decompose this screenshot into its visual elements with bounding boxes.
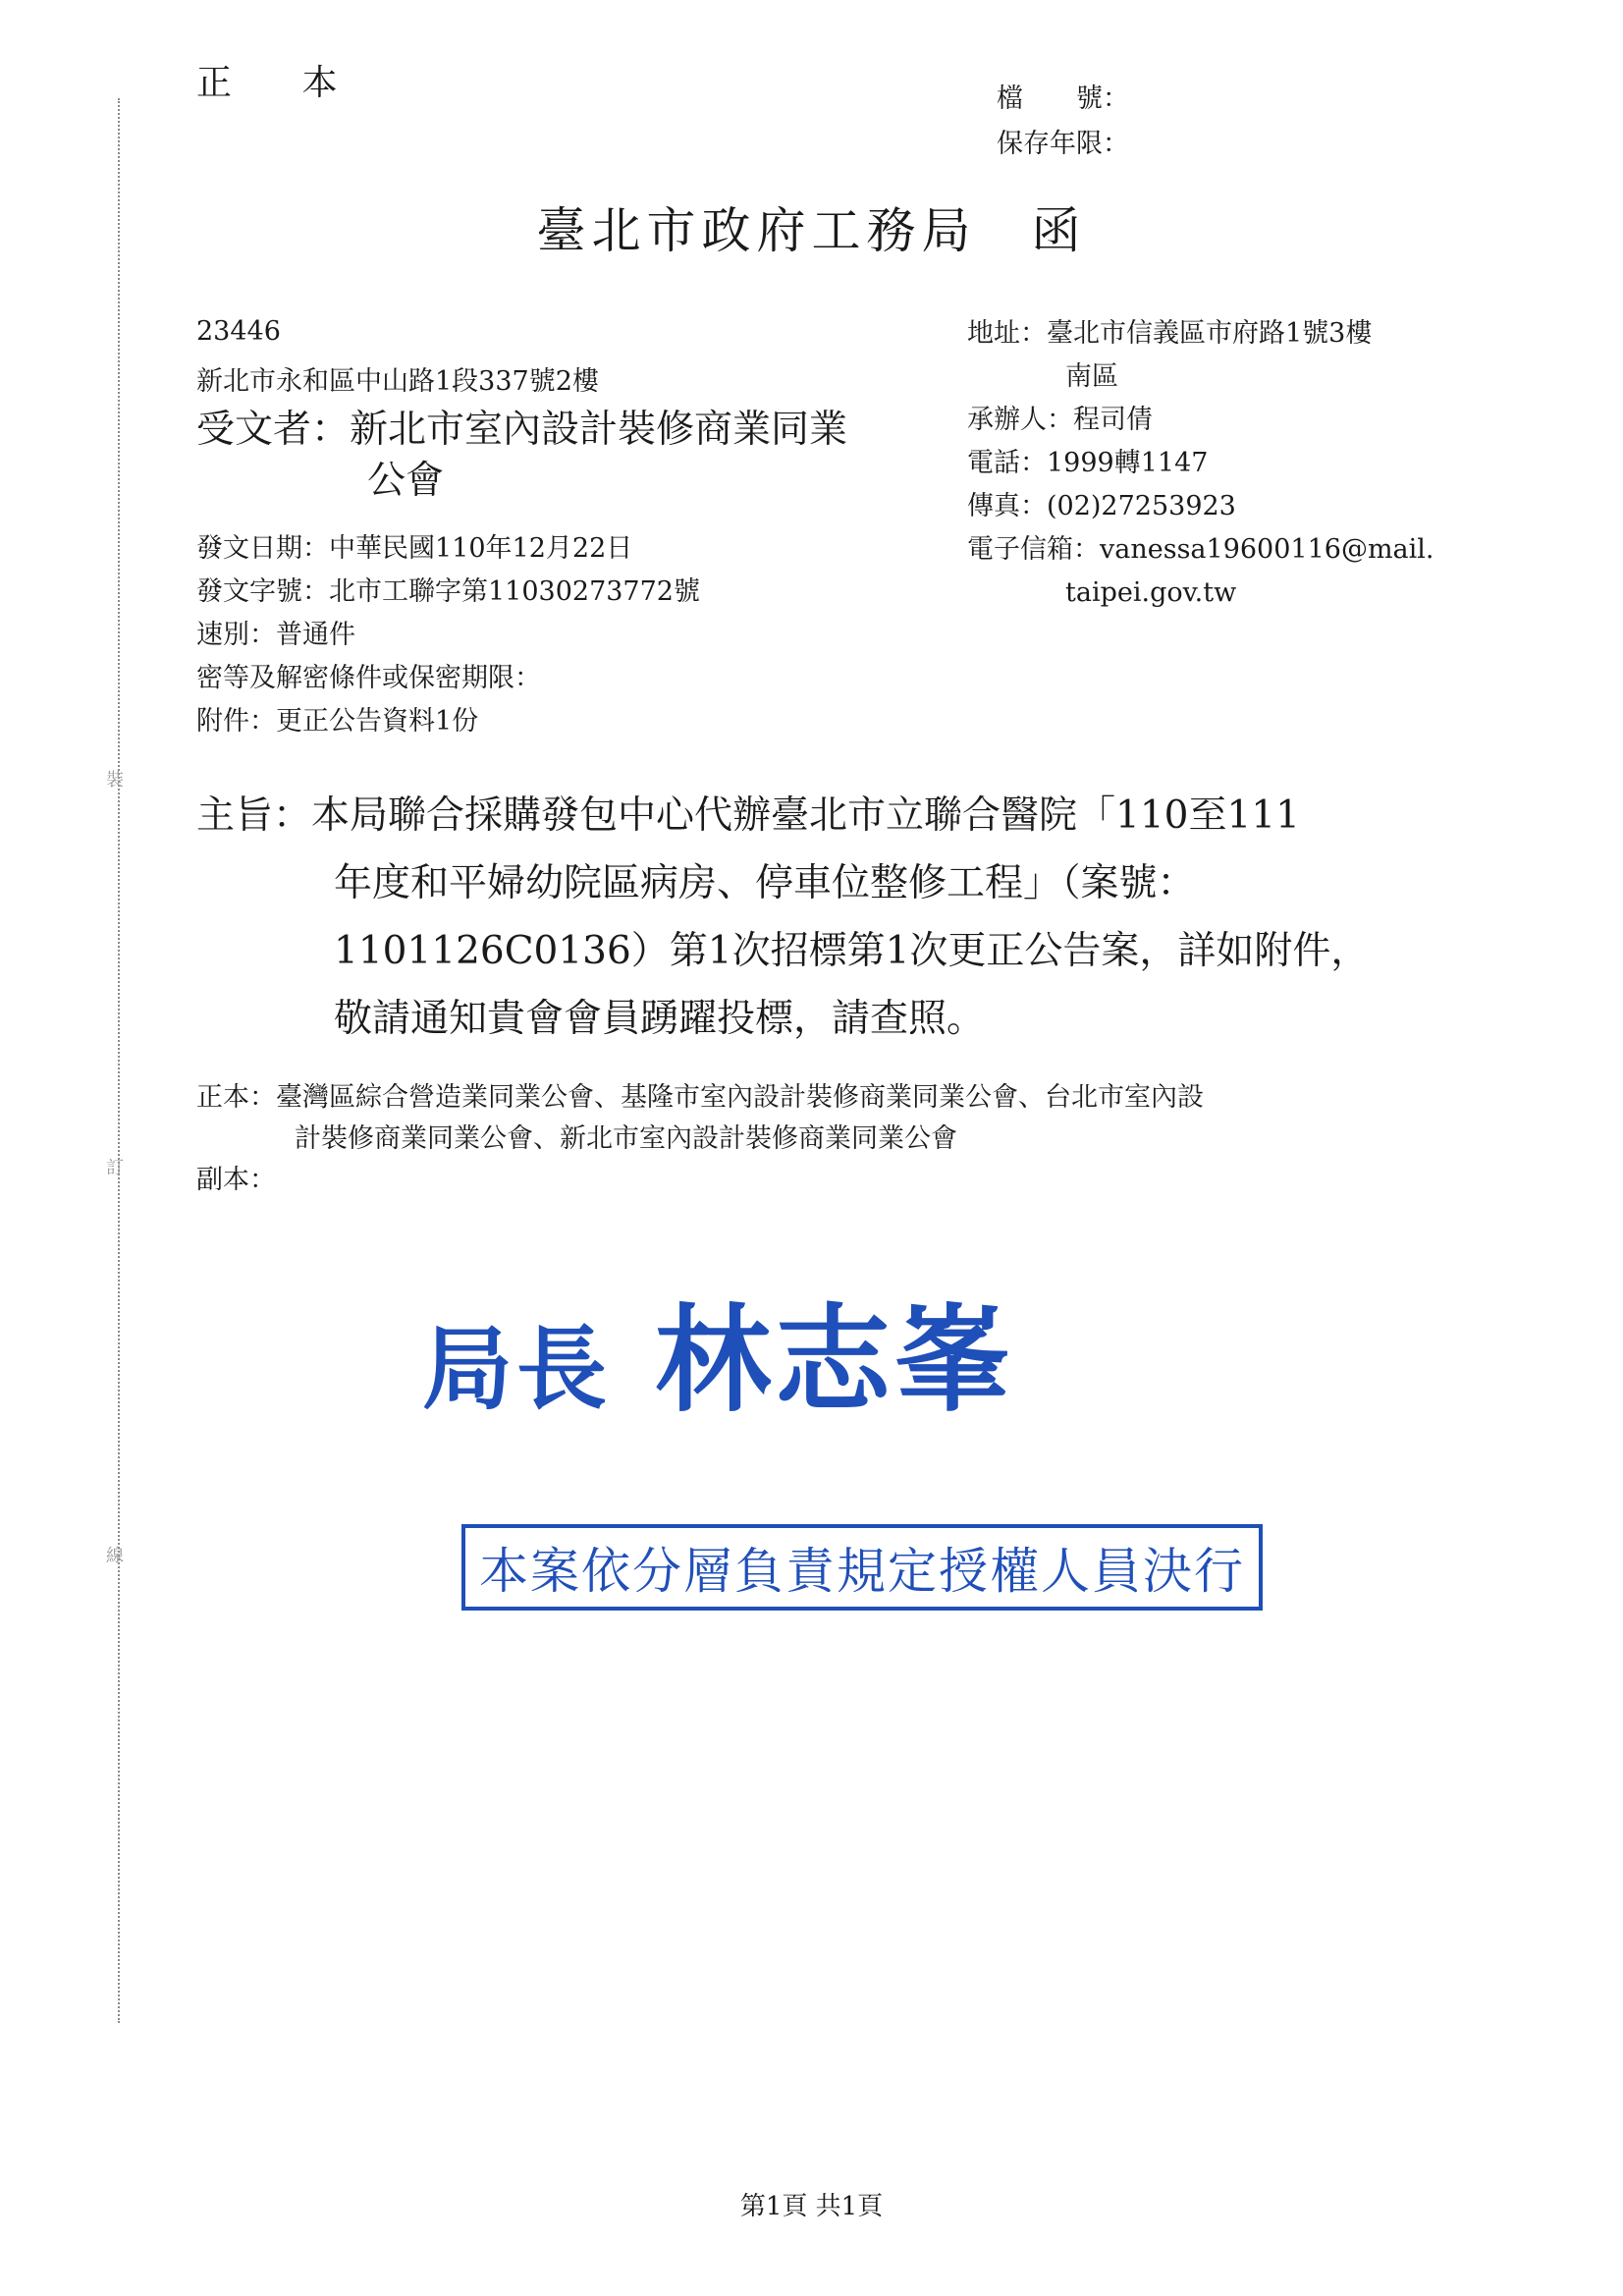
page-number: 第1頁 共1頁 [739,2192,884,2221]
binding-mark-zhuang: 裝 [106,770,124,791]
fax: 傳真：(02)27253923 [967,491,1236,521]
subject-line-3: 1101126C0136）第1次招標第1次更正公告案，詳如附件， [334,929,1370,973]
binding-line [118,98,120,2023]
subject-line-4: 敬請通知貴會會員踴躍投標，請查照。 [334,997,986,1041]
file-no-label: 檔 號： [997,83,1129,114]
confidentiality: 密等及解密條件或保密期限： [196,663,541,693]
authorization-stamp: 本案依分層負責規定授權人員決行 [461,1524,1263,1611]
file-meta [997,77,1129,167]
recipient [196,405,847,507]
subject-line-1: 主旨：本局聯合採購發包中心代辦臺北市立聯合醫院「110至111 [196,793,1300,838]
seal-title: 局長 [422,1316,612,1422]
email-line-2: taipei.gov.tw [1065,577,1237,608]
subject [196,782,1369,1053]
phone: 電話：1999轉1147 [967,448,1209,478]
document-title: 臺北市政府工務局 函 [536,202,1087,259]
issue-number: 發文字號：北市工聯字第11030273772號 [196,576,700,607]
recipient-postal-code: 23446 [196,316,281,347]
sender-address-line-1: 地址：臺北市信義區市府路1號3樓 [967,318,1373,349]
retention-label: 保存年限： [997,129,1129,159]
subject-line-2: 年度和平婦幼院區病房、停車位整修工程」（案號： [334,861,1196,905]
distribution [196,1077,1204,1201]
original-recipients-line-1: 正本：臺灣區綜合營造業同業公會、基隆市室內設計裝修商業同業公會、台北市室內設 [196,1082,1204,1113]
issue-date: 發文日期：中華民國110年12月22日 [196,533,633,564]
sender-contact-block [967,312,1434,615]
handler: 承辦人：程司倩 [967,405,1153,435]
sender-address-line-2: 南區 [1065,361,1118,392]
director-seal [422,1267,1014,1434]
speed: 速別：普通件 [196,620,355,650]
recipient-line-1: 受文者：新北市室內設計裝修商業同業 [196,408,848,452]
binding-mark-xian: 線 [106,1546,124,1566]
original-recipients-line-2: 計裝修商業同業公會、新北市室內設計裝修商業同業公會 [295,1123,957,1154]
attachment: 附件：更正公告資料1份 [196,706,479,737]
email-line-1: 電子信箱：vanessa19600116@mail. [967,534,1434,565]
copy-mark: 正 本 [196,63,367,103]
recipient-line-2: 公會 [367,459,445,503]
recipient-address: 新北市永和區中山路1段337號2樓 [196,366,599,397]
binding-mark-ding: 訂 [106,1158,124,1178]
copy-recipients: 副本： [196,1165,276,1195]
seal-name: 林志峯 [655,1291,1015,1428]
issue-meta [196,527,700,743]
